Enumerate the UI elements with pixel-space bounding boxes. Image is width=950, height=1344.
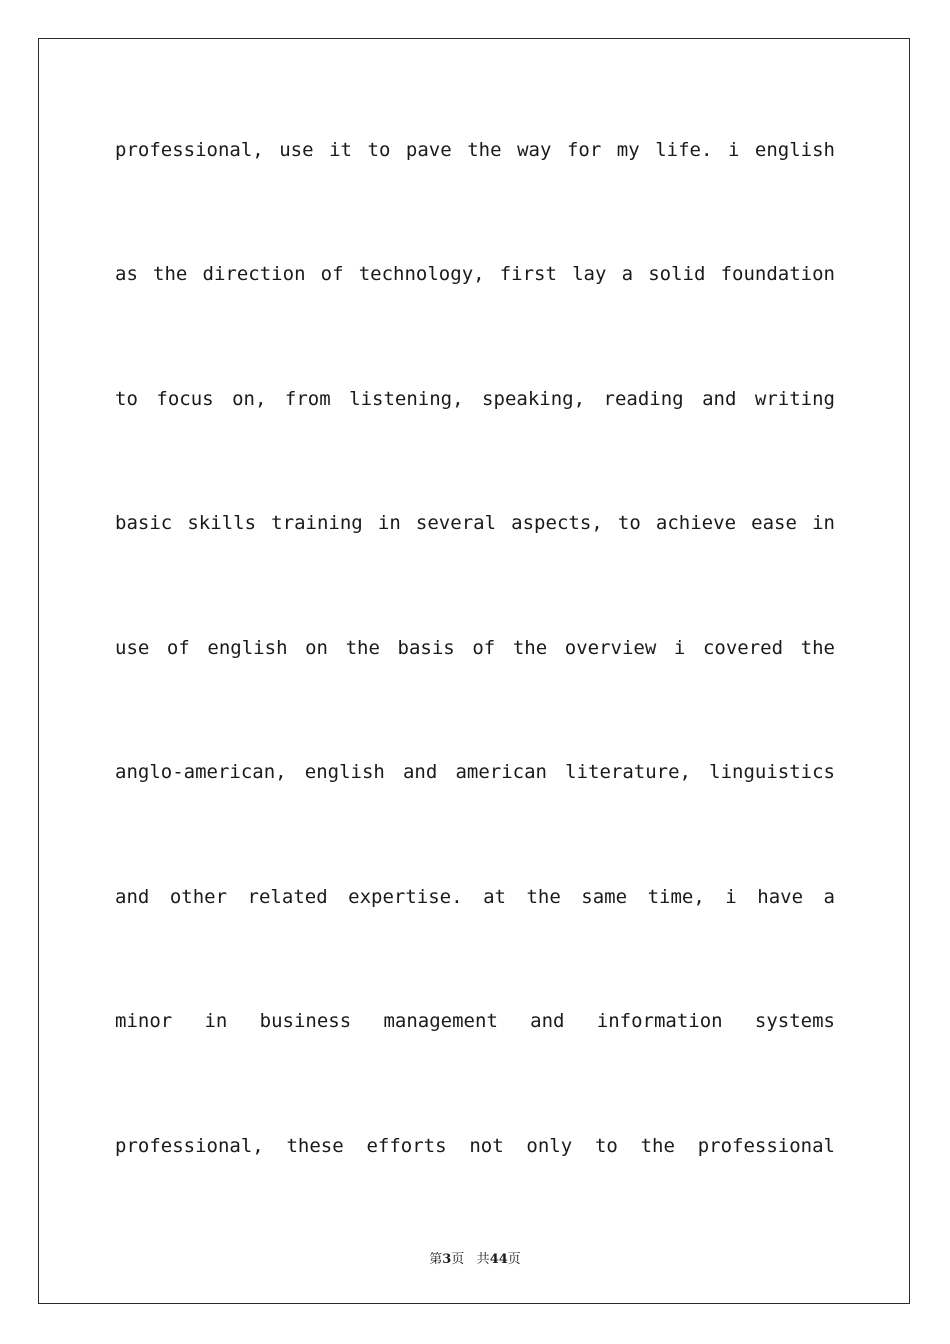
page-prefix: 第 (429, 1252, 443, 1267)
text-line: as the direction of technology, first lay a solid foundation (115, 263, 835, 285)
text-line: minor in business management and information systems (115, 1010, 835, 1032)
text-line: professional, these efforts not only to the professional (115, 1135, 835, 1157)
total-suffix: 页 (507, 1252, 521, 1267)
page-number-footer (0, 1248, 950, 1267)
text-line: basic skills training in several aspects, to achieve ease in (115, 512, 835, 534)
text-line: and other related expertise. at the same time, i have a (115, 886, 835, 908)
text-line: use of english on the basis of the overview i covered the (115, 637, 835, 659)
text-line: anglo-american, english and american literature, linguistics (115, 761, 835, 783)
total-page-count: 44 (489, 1252, 508, 1267)
text-line: professional, use it to pave the way for my life. i english (115, 139, 835, 161)
current-page-number: 3 (442, 1252, 452, 1267)
page-suffix: 页 (451, 1252, 465, 1267)
total-prefix: 共 (476, 1252, 490, 1267)
page-border (38, 38, 910, 1304)
text-line: to focus on, from listening, speaking, reading and writing (115, 388, 835, 410)
